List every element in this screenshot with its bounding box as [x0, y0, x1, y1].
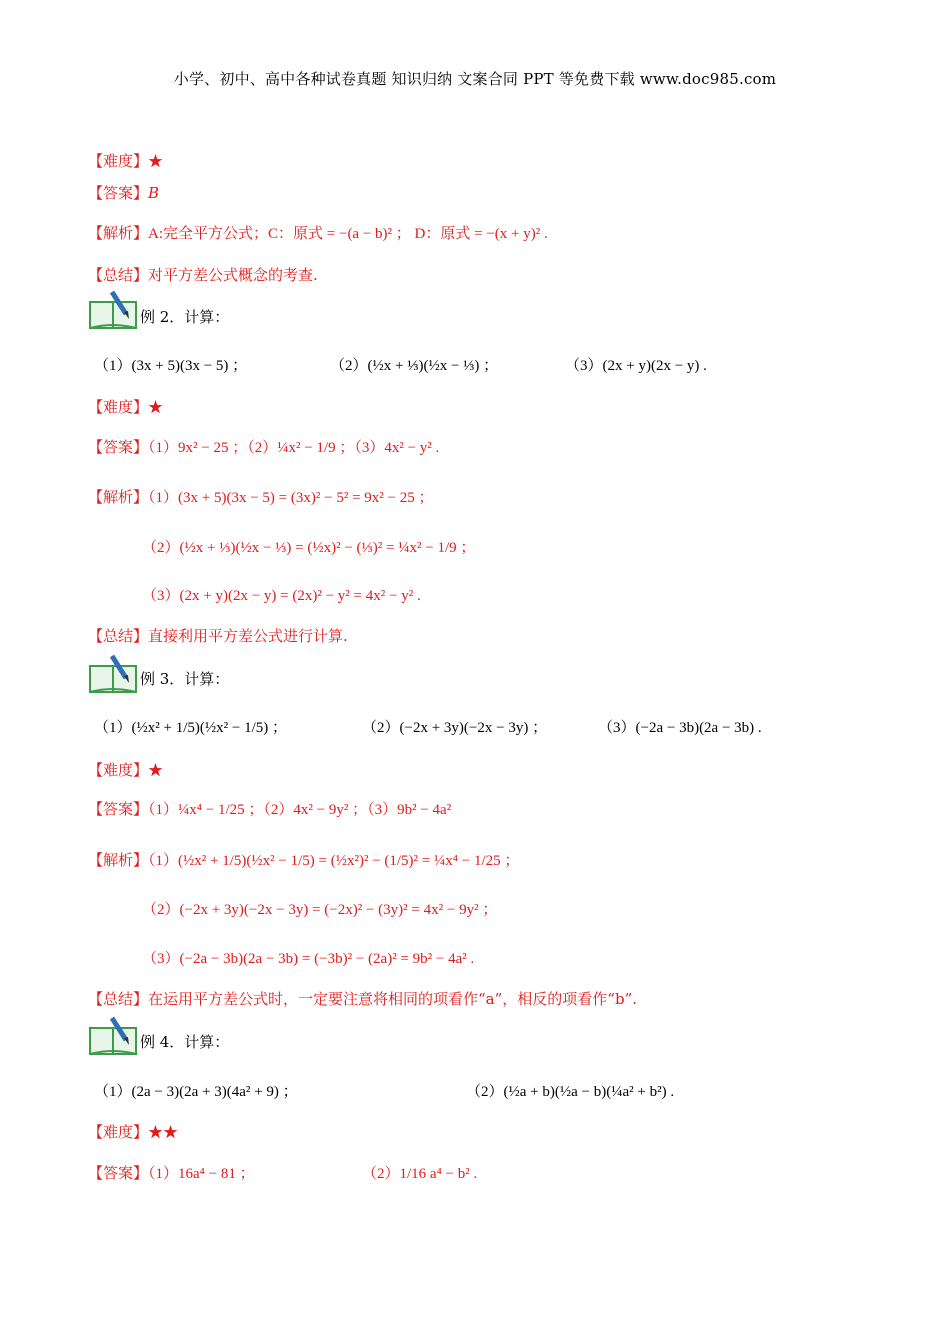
summary-tag: 【总结】	[88, 266, 149, 284]
analysis-tag: 【解析】	[88, 851, 149, 869]
analysis-text: A:完全平方公式；C：原式 = −(a − b)² ； D：原式 = −(x + y)² .	[148, 226, 548, 242]
answer-tag: 【答案】	[88, 438, 149, 456]
book-pencil-icon	[88, 654, 138, 694]
ex4-answer-line	[88, 1162, 255, 1183]
ex2-difficulty-line	[88, 396, 163, 417]
answer-value: （1）¼x⁴ − 1/25 ；（2）4x² − 9y² ；（3）9b² − 4a²	[148, 802, 452, 818]
ex3-q3: （3）(−2a − 3b)(2a − 3b) .	[598, 720, 762, 736]
ex2-answer-line	[88, 436, 439, 457]
difficulty-tag: 【难度】	[88, 1123, 149, 1141]
prev-difficulty-line	[88, 150, 163, 171]
difficulty-tag: 【难度】	[88, 761, 149, 779]
prev-analysis-line	[88, 222, 548, 243]
analysis-tag: 【解析】	[88, 224, 149, 242]
analysis-step-1: （1）(½x² + 1/5)(½x² − 1/5) = (½x²)² − (1/5)² = ¼x⁴ − 1/25 ；	[148, 853, 520, 869]
prev-summary-line	[88, 264, 318, 285]
example-3-title: 例 3．计算：	[140, 670, 230, 688]
answer-tag: 【答案】	[88, 800, 149, 818]
example-4-title: 例 4．计算：	[140, 1033, 230, 1051]
page-header: 小学、初中、高中各种试卷真题 知识归纳 文案合同 PPT 等免费下载 www.doc985.com	[173, 70, 777, 88]
ex2-q1: （1）(3x + 5)(3x − 5) ；	[94, 358, 248, 374]
analysis-step-3: （3）(−2a − 3b)(2a − 3b) = (−3b)² − (2a)² = 9b² − 4a² .	[142, 951, 475, 967]
answer-tag: 【答案】	[88, 184, 149, 202]
analysis-step-2: （2）(½x + ⅓)(½x − ⅓) = (½x)² − (⅓)² = ¼x² − 1/9 ；	[142, 540, 476, 556]
summary-text: 直接利用平方差公式进行计算.	[148, 627, 348, 645]
difficulty-tag: 【难度】	[88, 398, 149, 416]
analysis-step-3: （3）(2x + y)(2x − y) = (2x)² − y² = 4x² − y² .	[142, 588, 421, 604]
ex3-answer-line	[88, 798, 451, 819]
ex2-analysis-line	[88, 486, 434, 507]
summary-tag: 【总结】	[88, 990, 149, 1008]
ex3-summary-line	[88, 988, 637, 1009]
answer-value-2: （2）1/16 a⁴ − b² .	[362, 1166, 478, 1182]
analysis-step-1: （1）(3x + 5)(3x − 5) = (3x)² − 5² = 9x² − 25 ；	[148, 490, 434, 506]
answer-value: （1）9x² − 25 ；（2）¼x² − 1/9 ；（3）4x² − y² .	[148, 440, 440, 456]
book-pencil-icon	[88, 290, 138, 330]
summary-text: 对平方差公式概念的考查.	[148, 266, 318, 284]
ex3-q1: （1）(½x² + 1/5)(½x² − 1/5) ；	[94, 720, 287, 736]
example-2-title: 例 2．计算：	[140, 308, 230, 326]
difficulty-tag: 【难度】	[88, 152, 149, 170]
difficulty-stars: ★	[148, 761, 164, 779]
prev-answer-line	[88, 182, 159, 203]
analysis-step-2: （2）(−2x + 3y)(−2x − 3y) = (−2x)² − (3y)² = 4x² − 9y² ；	[142, 902, 498, 918]
ex2-summary-line	[88, 625, 348, 646]
ex3-analysis-line	[88, 849, 519, 870]
answer-value-1: （1）16a⁴ − 81 ；	[148, 1166, 255, 1182]
analysis-tag: 【解析】	[88, 488, 149, 506]
summary-tag: 【总结】	[88, 627, 149, 645]
ex4-q2: （2）(½a + b)(½a − b)(¼a² + b²) .	[466, 1084, 675, 1100]
difficulty-stars: ★	[148, 398, 164, 416]
difficulty-stars: ★	[148, 152, 164, 170]
difficulty-stars: ★★	[148, 1123, 179, 1141]
ex4-q1: （1）(2a − 3)(2a + 3)(4a² + 9) ；	[94, 1084, 298, 1100]
summary-text: 在运用平方差公式时，一定要注意将相同的项看作“a”，相反的项看作“b”.	[148, 990, 638, 1008]
ex3-difficulty-line	[88, 759, 163, 780]
ex3-q2: （2）(−2x + 3y)(−2x − 3y) ；	[362, 720, 548, 736]
book-pencil-icon	[88, 1016, 138, 1056]
ex4-difficulty-line	[88, 1121, 178, 1142]
answer-value: B	[148, 184, 160, 202]
ex2-q2: （2）(½x + ⅓)(½x − ⅓) ；	[330, 358, 499, 374]
answer-tag: 【答案】	[88, 1164, 149, 1182]
ex2-q3: （3）(2x + y)(2x − y) .	[565, 358, 707, 374]
